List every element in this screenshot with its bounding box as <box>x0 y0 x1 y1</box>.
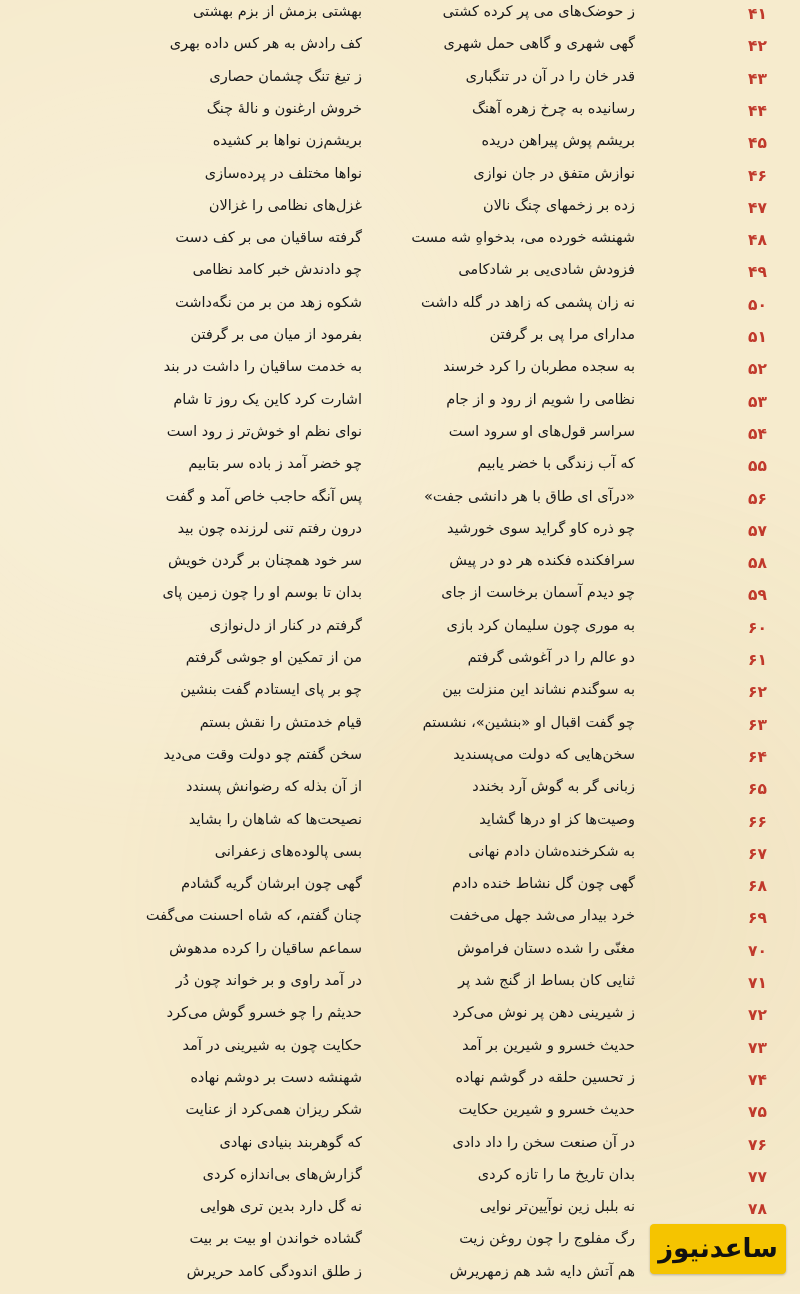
first-hemistich: سماعم ساقیان را کرده مدهوش <box>169 940 362 957</box>
first-hemistich: درون رفتم تنی لرزنده چون بید <box>177 520 362 537</box>
second-hemistich: بدان تاریخ ما را تازه کردی <box>477 1166 635 1183</box>
verse-number: ۶۷ <box>748 844 767 863</box>
verse-row <box>0 745 800 777</box>
first-hemistich: گهی چون ابرشان گریه گشادم <box>181 876 362 893</box>
first-hemistich: سر خود همچنان بر گردن خویش <box>168 553 362 570</box>
verse-number: ۵۷ <box>748 521 767 540</box>
verse-number: ۷۶ <box>748 1135 767 1154</box>
first-hemistich: شهنشه دست بر دوشم نهاده <box>190 1069 362 1086</box>
verse-number: ۴۹ <box>748 263 767 282</box>
verse-row <box>0 454 800 486</box>
verse-row <box>0 357 800 389</box>
first-hemistich: بفرمود از میان می بر گرفتن <box>190 327 362 343</box>
second-hemistich: نوازش متفق در جان نوازی <box>473 165 635 182</box>
second-hemistich: نظامی را شویم از رود و از جام <box>446 391 635 408</box>
second-hemistich: زده بر زخمهای چنگ نالان <box>482 197 635 214</box>
second-hemistich: سرافکنده فکنده هر دو در پیش <box>449 553 635 570</box>
second-hemistich: فزودش شادی‌یی بر شادکامی <box>458 262 635 279</box>
verse-number: ۷۱ <box>748 974 767 992</box>
first-hemistich: بهشتی بزمش از بزم بهشتی <box>192 4 362 20</box>
second-hemistich: رسانیده به چرخ زهره آهنگ <box>471 100 635 117</box>
first-hemistich: گشاده خواندن او بیت بر بیت <box>189 1231 362 1248</box>
second-hemistich: مدارای مرا پی بر گرفتن <box>489 327 635 343</box>
second-hemistich: چو گفت اقبال او «بنشین»، نشستم <box>422 714 635 731</box>
verse-row <box>0 2 800 34</box>
verse-row <box>0 519 800 551</box>
first-hemistich: چنان گفتم، که شاه احسنت می‌گفت <box>145 908 362 925</box>
verse-row <box>0 906 800 938</box>
verse-number: ۵۳ <box>748 392 767 411</box>
verse-number: ۵۰ <box>748 295 767 314</box>
verse-row <box>0 971 800 1003</box>
verse-row <box>0 1036 800 1068</box>
first-hemistich: نواها مختلف در پرده‌سازی <box>204 165 362 182</box>
second-hemistich: به سوگندم نشاند این منزلت بین <box>442 682 635 699</box>
verse-row <box>0 390 800 422</box>
saednews-logo: ساعدنیوز <box>650 1224 786 1274</box>
verse-number: ۶۳ <box>748 715 767 734</box>
verse-number: ۶۴ <box>748 747 767 766</box>
verse-number: ۴۷ <box>748 198 767 217</box>
verse-number: ۶۸ <box>748 877 767 896</box>
verse-number: ۴۴ <box>748 101 767 120</box>
first-hemistich: چو دادندش خبر کامد نظامی <box>192 262 362 279</box>
verse-row <box>0 1003 800 1035</box>
verse-row <box>0 583 800 615</box>
verse-number: ۵۶ <box>748 489 767 508</box>
first-hemistich: سخن گفتم چو دولت وقت می‌دید <box>163 746 362 763</box>
verse-row <box>0 196 800 228</box>
verse-row <box>0 648 800 680</box>
first-hemistich: چو بر پای ایستادم گفت بنشین <box>180 682 362 699</box>
second-hemistich: حدیث خسرو و شیرین حکایت <box>458 1102 635 1119</box>
verse-row <box>0 551 800 583</box>
verse-number: ۶۰ <box>748 618 767 637</box>
verse-number: ۶۲ <box>748 683 767 702</box>
first-hemistich: غزل‌های نظامی را غزالان <box>208 197 362 214</box>
verse-row <box>0 131 800 163</box>
verse-number: ۴۳ <box>748 69 767 88</box>
second-hemistich: چو ذره کاو گراید سوی خورشید <box>446 520 635 537</box>
verse-row <box>0 325 800 357</box>
second-hemistich: ز شیرینی دهن پر نوش می‌کرد <box>452 1005 635 1022</box>
first-hemistich: پس آنگه حاجب خاص آمد و گفت <box>165 488 362 505</box>
verse-number: ۵۴ <box>748 424 767 443</box>
first-hemistich: گرفتم در کنار از دل‌نوازی <box>209 617 362 634</box>
verse-row <box>0 422 800 454</box>
second-hemistich: سراسر قول‌های او سرود است <box>448 423 635 440</box>
first-hemistich: حدیثم را چو خسرو گوش می‌کرد <box>166 1005 362 1022</box>
second-hemistich: ز تحسین حلقه در گوشم نهاده <box>455 1069 635 1086</box>
second-hemistich: «درآی ای طاق با هر دانشی جفت» <box>423 488 635 505</box>
verse-number: ۷۷ <box>748 1167 767 1186</box>
verse-row <box>0 1165 800 1197</box>
verse-row <box>0 616 800 648</box>
first-hemistich: بریشم‌زن نواها بر کشیده <box>212 133 362 150</box>
verse-number: ۵۸ <box>748 554 767 573</box>
verse-number: ۷۸ <box>748 1200 767 1219</box>
verse-number: ۶۵ <box>748 780 767 799</box>
first-hemistich: خروش ارغنون و نالهٔ چنگ <box>206 100 362 117</box>
second-hemistich: مغنّی را شده دستان فراموش <box>456 940 635 957</box>
second-hemistich: گهی شهری و گاهی حمل شهری <box>443 36 635 53</box>
first-hemistich: چو خضر آمد ز باده سر بتابیم <box>188 456 362 473</box>
verse-number: ۵۱ <box>748 328 767 346</box>
second-hemistich: به موری چون سلیمان کرد بازی <box>446 617 635 634</box>
first-hemistich: ز طلق اندودگی کامد حریرش <box>186 1263 362 1280</box>
verse-number: ۴۶ <box>748 166 767 185</box>
first-hemistich: شکر ریزان همی‌کرد از عنایت <box>185 1102 362 1119</box>
verse-row <box>0 874 800 906</box>
verse-number: ۴۱ <box>748 5 767 23</box>
verse-row <box>0 228 800 260</box>
verse-row <box>0 487 800 519</box>
verse-number: ۶۹ <box>748 909 767 928</box>
verse-row <box>0 67 800 99</box>
second-hemistich: نه بلبل زین نوآیین‌تر نوایی <box>479 1199 635 1216</box>
first-hemistich: قیام خدمتش را نقش بستم <box>199 714 362 731</box>
verse-row <box>0 842 800 874</box>
verse-number: ۷۲ <box>748 1006 767 1025</box>
first-hemistich: در آمد راوی و بر خواند چون دُر <box>175 973 362 989</box>
verse-row <box>0 1100 800 1132</box>
second-hemistich: وصیت‌ها کز او درها گشاید <box>479 811 635 828</box>
verse-row <box>0 34 800 66</box>
first-hemistich: گزارش‌های بی‌اندازه کردی <box>202 1166 362 1183</box>
verse-row <box>0 713 800 745</box>
second-hemistich: هم آتش دایه شد هم زمهریرش <box>449 1263 635 1280</box>
first-hemistich: شکوه زهد من بر من نگه‌داشت <box>175 294 362 311</box>
first-hemistich: بسی پالوده‌های زعفرانی <box>214 843 362 860</box>
second-hemistich: دو عالم را در آغوشی گرفتم <box>467 650 635 666</box>
first-hemistich: نصیحت‌ها که شاهان را بشاید <box>188 811 362 828</box>
second-hemistich: حدیث خسرو و شیرین بر آمد <box>462 1037 635 1054</box>
verse-row <box>0 810 800 842</box>
first-hemistich: حکایت چون به شیرینی در آمد <box>182 1037 362 1054</box>
second-hemistich: در آن صنعت سخن را داد دادی <box>452 1134 635 1151</box>
verse-row <box>0 939 800 971</box>
verse-number: ۷۵ <box>748 1103 767 1122</box>
second-hemistich: گهی چون گل نشاط خنده دادم <box>452 876 635 893</box>
first-hemistich: از آن بذله که رضوانش پسندد <box>185 779 362 796</box>
first-hemistich: که گوهربند بنیادی نهادی <box>219 1134 362 1151</box>
verse-row <box>0 680 800 712</box>
first-hemistich: اشارت کرد کاین یک روز تا شام <box>173 391 362 408</box>
verse-row <box>0 260 800 292</box>
first-hemistich: بدان تا بوسم او را چون زمین پای <box>162 585 362 602</box>
verse-row <box>0 1068 800 1100</box>
first-hemistich: ز تیغ تنگ چشمان حصاری <box>209 68 362 85</box>
verse-row <box>0 777 800 809</box>
verse-row <box>0 293 800 325</box>
first-hemistich: نه گل دارد بدین تری هوایی <box>199 1199 362 1216</box>
second-hemistich: ثنایی کان بساط از گنج شد پر <box>458 973 635 989</box>
second-hemistich: که آب زندگی با خضر یابیم <box>477 456 635 473</box>
first-hemistich: به خدمت ساقیان را داشت در بند <box>163 359 362 376</box>
first-hemistich: کف رادش به هر کس داده بهری <box>169 36 362 53</box>
first-hemistich: نوای نظم او خوش‌تر ز رود است <box>166 423 362 440</box>
second-hemistich: ز حوضک‌های می پر کرده کشتی <box>442 4 635 20</box>
second-hemistich: قدر خان را در آن در تنگباری <box>465 68 635 85</box>
verse-number: ۶۶ <box>748 812 767 831</box>
verse-number: ۵۹ <box>748 586 767 605</box>
first-hemistich: من از تمکین او جوشی گرفتم <box>185 650 362 666</box>
second-hemistich: شهنشه خورده می، بدخواهِ شه مست <box>411 230 635 247</box>
verse-number: ۶۱ <box>748 651 767 669</box>
verse-number: ۴۵ <box>748 134 767 153</box>
verse-row <box>0 1133 800 1165</box>
second-hemistich: رگ مفلوج را چون روغن زیت <box>459 1231 635 1248</box>
verse-row <box>0 164 800 196</box>
second-hemistich: بریشم پوش پیراهن دریده <box>481 133 635 150</box>
second-hemistich: سخن‌هایی که دولت می‌پسندید <box>453 746 635 763</box>
verse-row <box>0 99 800 131</box>
verse-number: ۵۲ <box>748 360 767 379</box>
verse-number: ۴۸ <box>748 231 767 250</box>
second-hemistich: خرد بیدار می‌شد جهل می‌خفت <box>449 908 635 925</box>
verse-number: ۷۰ <box>748 941 767 960</box>
verse-number: ۷۳ <box>748 1038 767 1057</box>
verse-number: ۷۴ <box>748 1070 767 1089</box>
verse-number: ۴۲ <box>748 37 767 56</box>
first-hemistich: گرفته ساقیان می بر کف دست <box>175 230 362 247</box>
second-hemistich: زبانی گر به گوش آرد بخندد <box>472 779 635 796</box>
second-hemistich: نه زان پشمی که زاهد در گله داشت <box>421 294 635 311</box>
second-hemistich: چو دیدم آسمان برخاست از جای <box>441 585 635 602</box>
verse-number: ۵۵ <box>748 457 767 476</box>
second-hemistich: به شکرخنده‌شان دادم نهانی <box>468 843 635 860</box>
second-hemistich: به سجده مطربان را کرد خرسند <box>443 359 635 376</box>
